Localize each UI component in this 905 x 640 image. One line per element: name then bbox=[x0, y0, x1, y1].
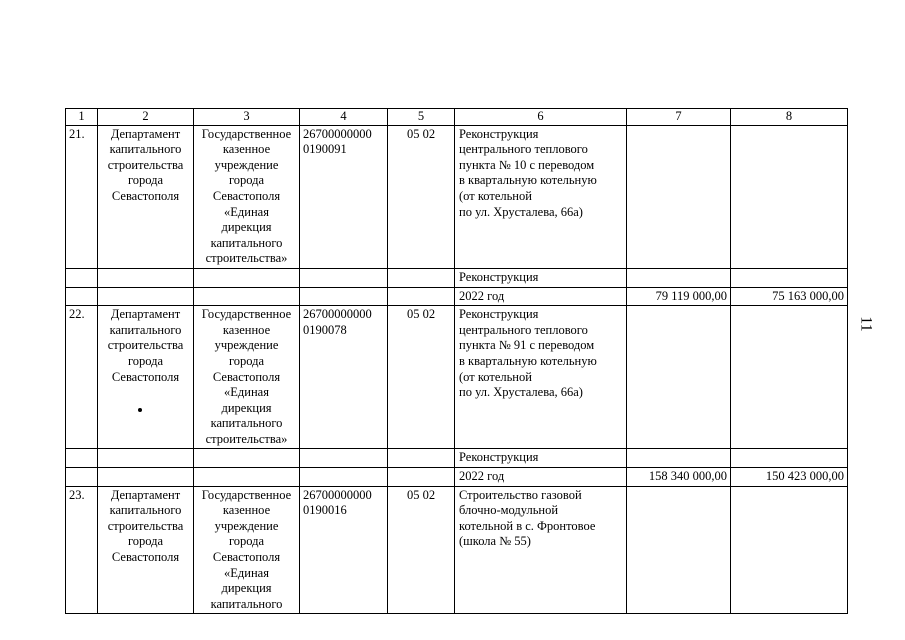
object-line: Реконструкция bbox=[459, 307, 539, 322]
year-label: 2022 год bbox=[455, 468, 627, 487]
code-line: 0190016 bbox=[303, 503, 347, 518]
amount-cell bbox=[627, 486, 731, 614]
header-row bbox=[66, 109, 848, 126]
amount-col8: 75 163 000,00 bbox=[731, 287, 848, 306]
department-line: строительства bbox=[107, 338, 184, 353]
institution-line: казенное bbox=[222, 322, 271, 337]
code-line: 26700000000 bbox=[303, 487, 372, 502]
table-row bbox=[66, 449, 848, 468]
header-cell: 7 bbox=[627, 109, 731, 126]
header-cell: 5 bbox=[388, 109, 455, 126]
department-line: Севастополя bbox=[111, 369, 180, 384]
stray-mark bbox=[138, 408, 142, 412]
table-row bbox=[66, 486, 848, 614]
code-line: 26700000000 bbox=[303, 126, 372, 141]
institution-cell bbox=[194, 486, 300, 614]
amount-cell bbox=[627, 125, 731, 268]
department-line: строительства bbox=[107, 157, 184, 172]
institution-line: Севастополя bbox=[212, 369, 281, 384]
institution-line: дирекция bbox=[221, 581, 272, 596]
code-cell bbox=[300, 486, 388, 614]
institution-line: казенное bbox=[222, 503, 271, 518]
table-row bbox=[66, 306, 848, 449]
institution-line: казенное bbox=[222, 142, 271, 157]
object-cell bbox=[455, 125, 627, 268]
object-line: по ул. Хрусталева, 66а) bbox=[459, 385, 583, 400]
table-row bbox=[66, 287, 848, 306]
department-line: капитального bbox=[109, 503, 182, 518]
table-row bbox=[66, 125, 848, 268]
amount-cell bbox=[731, 125, 848, 268]
institution-line: учреждение bbox=[214, 518, 279, 533]
department-cell bbox=[98, 486, 194, 614]
institution-line: Севастополя bbox=[212, 188, 281, 203]
institution-line: Государственное bbox=[201, 487, 292, 502]
amount-col7: 79 119 000,00 bbox=[627, 287, 731, 306]
department-line: капитального bbox=[109, 142, 182, 157]
object-line: Строительство газовой bbox=[459, 487, 582, 502]
header-cell: 8 bbox=[731, 109, 848, 126]
object-line: по ул. Хрусталева, 66а) bbox=[459, 204, 583, 219]
object-line: блочно-модульной bbox=[459, 503, 559, 518]
page-number: 11 bbox=[857, 316, 875, 332]
code-line: 26700000000 bbox=[303, 307, 372, 322]
institution-cell bbox=[194, 125, 300, 268]
department-line: Департамент bbox=[110, 487, 181, 502]
institution-line: «Единая bbox=[224, 204, 269, 219]
object-cell bbox=[455, 306, 627, 449]
department-line: Департамент bbox=[110, 307, 181, 322]
institution-line: капитального bbox=[210, 596, 283, 611]
department-line: Севастополя bbox=[111, 550, 180, 565]
institution-line: Севастополя bbox=[212, 550, 281, 565]
institution-line: строительства» bbox=[205, 251, 288, 266]
code-cell bbox=[300, 306, 388, 449]
table-row bbox=[66, 268, 848, 287]
department-line: Севастополя bbox=[111, 188, 180, 203]
budget-table bbox=[65, 108, 848, 614]
section-cell: 05 02 bbox=[388, 486, 455, 614]
section-cell: 05 02 bbox=[388, 125, 455, 268]
institution-cell bbox=[194, 306, 300, 449]
object-line: пункта № 10 с переводом bbox=[459, 157, 595, 172]
amount-cell bbox=[731, 486, 848, 614]
object-line: котельной в с. Фронтовое bbox=[459, 518, 596, 533]
institution-line: города bbox=[228, 534, 265, 549]
institution-line: Государственное bbox=[201, 126, 292, 141]
department-line: строительства bbox=[107, 518, 184, 533]
institution-line: учреждение bbox=[214, 157, 279, 172]
institution-line: строительства» bbox=[205, 431, 288, 446]
institution-line: «Единая bbox=[224, 385, 269, 400]
type-label: Реконструкция bbox=[455, 268, 627, 287]
amount-cell bbox=[627, 306, 731, 449]
row-number: 23. bbox=[66, 486, 98, 614]
year-label: 2022 год bbox=[455, 287, 627, 306]
type-label: Реконструкция bbox=[455, 449, 627, 468]
institution-line: города bbox=[228, 173, 265, 188]
header-cell: 3 bbox=[194, 109, 300, 126]
amount-col7: 158 340 000,00 bbox=[627, 468, 731, 487]
institution-line: дирекция bbox=[221, 220, 272, 235]
object-line: центрального теплового bbox=[459, 322, 588, 337]
code-cell bbox=[300, 125, 388, 268]
department-line: города bbox=[127, 173, 164, 188]
table-row bbox=[66, 468, 848, 487]
row-number: 22. bbox=[66, 306, 98, 449]
institution-line: учреждение bbox=[214, 338, 279, 353]
row-number: 21. bbox=[66, 125, 98, 268]
object-line: пункта № 91 с переводом bbox=[459, 338, 595, 353]
institution-line: дирекция bbox=[221, 400, 272, 415]
department-line: города bbox=[127, 353, 164, 368]
object-line: центрального теплового bbox=[459, 142, 588, 157]
object-line: в квартальную котельную bbox=[459, 173, 597, 188]
section-cell: 05 02 bbox=[388, 306, 455, 449]
header-cell: 4 bbox=[300, 109, 388, 126]
institution-line: капитального bbox=[210, 235, 283, 250]
department-cell bbox=[98, 125, 194, 268]
object-line: в квартальную котельную bbox=[459, 353, 597, 368]
object-line: (школа № 55) bbox=[459, 534, 531, 549]
institution-line: «Единая bbox=[224, 565, 269, 580]
header-cell: 2 bbox=[98, 109, 194, 126]
header-cell: 1 bbox=[66, 109, 98, 126]
amount-cell bbox=[731, 306, 848, 449]
department-line: города bbox=[127, 534, 164, 549]
object-line: (от котельной bbox=[459, 188, 532, 203]
department-cell bbox=[98, 306, 194, 449]
department-line: Департамент bbox=[110, 126, 181, 141]
object-line: (от котельной bbox=[459, 369, 532, 384]
institution-line: капитального bbox=[210, 416, 283, 431]
department-line: капитального bbox=[109, 322, 182, 337]
header-cell: 6 bbox=[455, 109, 627, 126]
object-cell bbox=[455, 486, 627, 614]
code-line: 0190091 bbox=[303, 142, 347, 157]
object-line: Реконструкция bbox=[459, 126, 539, 141]
institution-line: города bbox=[228, 353, 265, 368]
code-line: 0190078 bbox=[303, 322, 347, 337]
amount-col8: 150 423 000,00 bbox=[731, 468, 848, 487]
institution-line: Государственное bbox=[201, 307, 292, 322]
